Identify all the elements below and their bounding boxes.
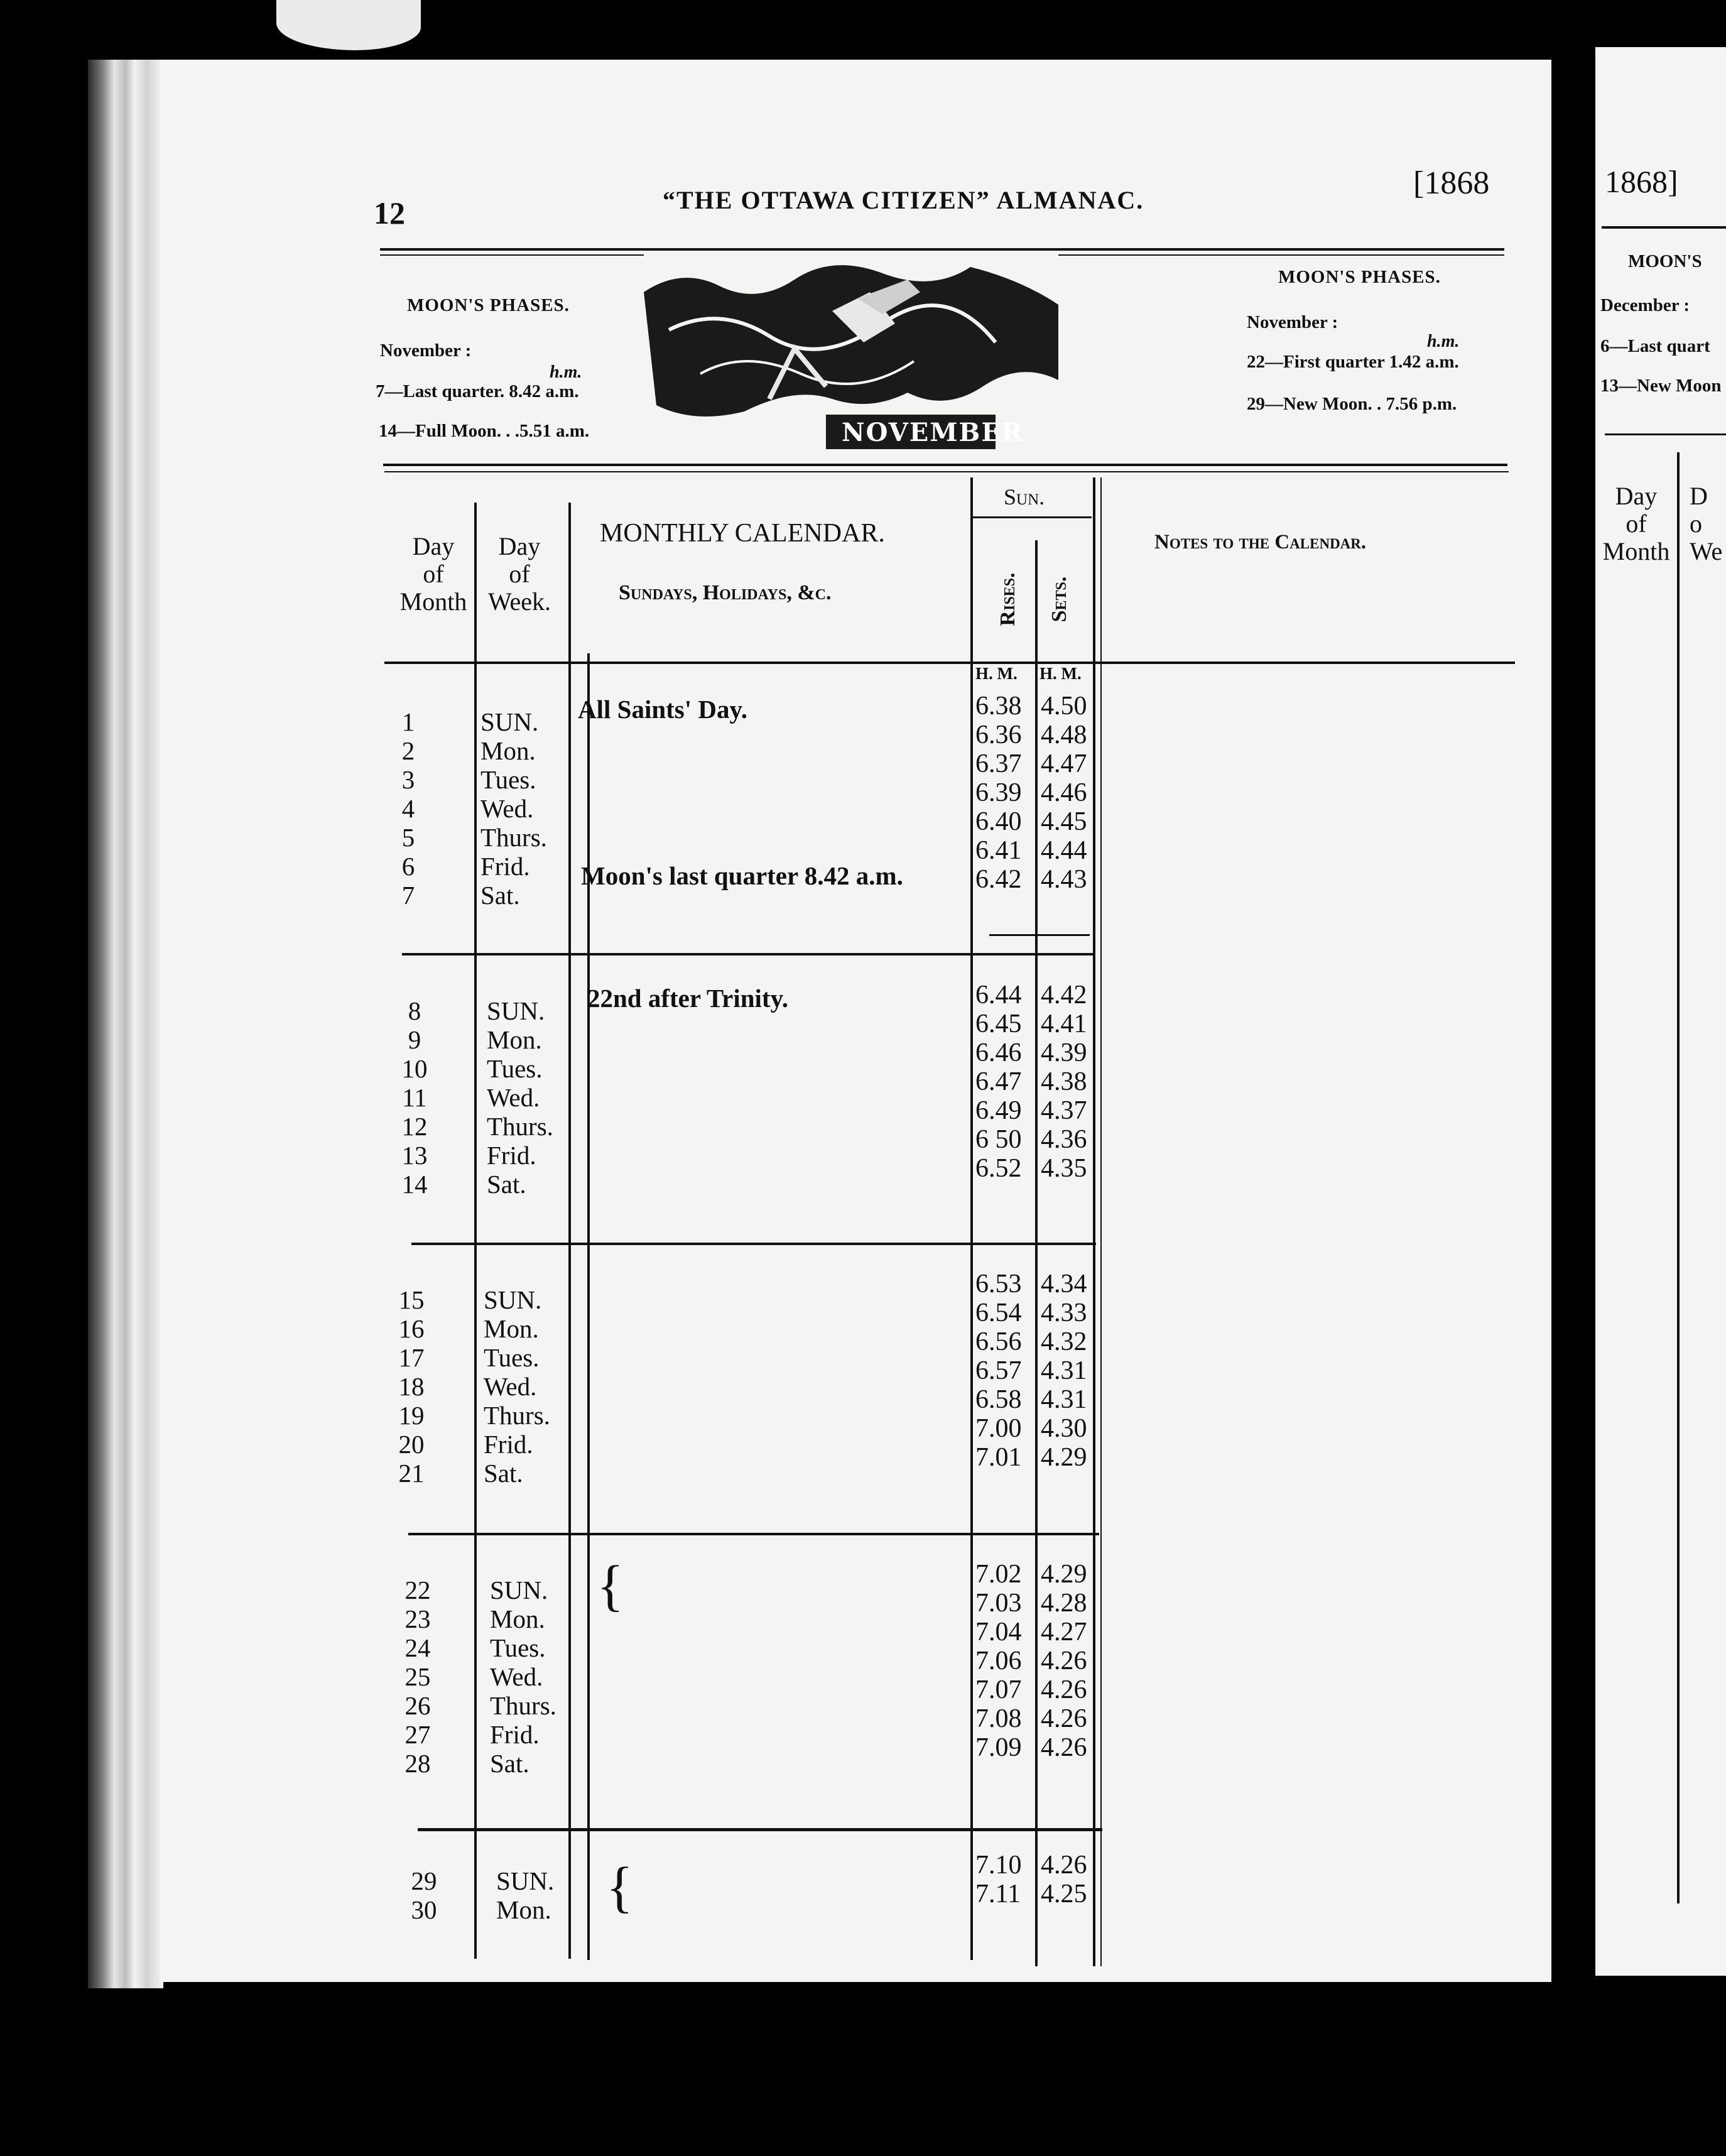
sun-rises: 6.52 xyxy=(975,1154,1022,1183)
sun-sets: 4.35 xyxy=(1041,1154,1087,1183)
sun-sets: 4.34 xyxy=(1041,1270,1087,1298)
day-of-month: 5 xyxy=(401,823,415,852)
sun-rises: 6.47 xyxy=(975,1067,1022,1096)
next-moon-line: 6—Last quart xyxy=(1600,336,1710,356)
sun-rises: 6.45 xyxy=(975,1010,1022,1038)
day-of-week: Wed. xyxy=(490,1662,543,1691)
book-spine-edge xyxy=(88,60,163,1988)
sun-rises: 6.46 xyxy=(975,1038,1022,1067)
sun-sets: 4.29 xyxy=(1041,1443,1087,1472)
moon-phases-heading-left: MOON'S PHASES. xyxy=(407,295,570,315)
day-of-month: 4 xyxy=(401,794,415,823)
sun-rises: 6.44 xyxy=(975,981,1022,1010)
day-of-month: 17 xyxy=(398,1343,425,1372)
sun-rises: 7.02 xyxy=(975,1560,1022,1589)
week-rule xyxy=(402,953,1093,956)
day-of-week: SUN. xyxy=(490,1576,548,1604)
day-of-week: Wed. xyxy=(484,1372,537,1401)
col-divider-thin xyxy=(1100,477,1102,1966)
col-day-of-week: Day of Week. xyxy=(487,532,551,616)
sun-rises: 7.09 xyxy=(975,1733,1022,1762)
hm-label-right: h.m. xyxy=(1427,332,1460,351)
header-rule xyxy=(380,248,1504,251)
day-of-week: Sat. xyxy=(484,1459,523,1488)
sun-rises: 7.01 xyxy=(975,1443,1022,1472)
sun-sets: 4.38 xyxy=(1041,1067,1087,1096)
sun-sets: 4.26 xyxy=(1041,1647,1087,1675)
day-of-week: SUN. xyxy=(480,707,539,736)
sun-rises: 6.40 xyxy=(975,807,1022,836)
sun-rises: 7.10 xyxy=(975,1851,1022,1880)
table-top-rule-thin xyxy=(384,471,1509,472)
hm-rises: H. M. xyxy=(975,664,1018,683)
sun-sets: 4.44 xyxy=(1041,836,1087,865)
day-of-week: Sat. xyxy=(480,881,520,910)
sun-sets: 4.50 xyxy=(1041,692,1087,721)
day-of-week: SUN. xyxy=(487,996,545,1025)
day-of-month: 23 xyxy=(404,1604,431,1633)
hm-sets: H. M. xyxy=(1039,664,1082,683)
sun-rises: 7.06 xyxy=(975,1647,1022,1675)
day-of-month: 28 xyxy=(404,1749,431,1778)
day-of-week: Tues. xyxy=(487,1054,543,1083)
sun-rises: 6.41 xyxy=(975,836,1022,865)
moon-phase-line: 7—Last quarter. 8.42 a.m. xyxy=(376,381,579,401)
sun-sets: 4.36 xyxy=(1041,1125,1087,1154)
week-rule xyxy=(411,1243,1096,1245)
table-header-bottom-rule xyxy=(384,662,1515,664)
sun-rule xyxy=(972,516,1092,518)
day-of-week: SUN. xyxy=(484,1285,542,1314)
day-of-week: Thurs. xyxy=(487,1112,553,1141)
page-smudge xyxy=(276,0,421,50)
sun-sets: 4.47 xyxy=(1041,749,1087,778)
brace: { xyxy=(597,1555,624,1617)
table-top-rule xyxy=(383,464,1507,466)
day-of-month: 21 xyxy=(398,1459,425,1488)
next-moon-line: 13—New Moon xyxy=(1600,376,1722,396)
day-of-month: 18 xyxy=(398,1372,425,1401)
page-year: [1868 xyxy=(1413,165,1490,201)
day-of-month: 27 xyxy=(404,1720,431,1749)
sun-sets: 4.30 xyxy=(1041,1414,1087,1443)
sun-rises: 6.57 xyxy=(975,1356,1022,1385)
sun-sets: 4.32 xyxy=(1041,1327,1087,1356)
day-of-month: 15 xyxy=(398,1285,425,1314)
next-col-divider xyxy=(1677,452,1680,1903)
week-rule-sun xyxy=(989,934,1090,936)
next-page-year: 1868] xyxy=(1605,164,1678,199)
col-divider xyxy=(474,503,477,1959)
day-of-month: 11 xyxy=(402,1083,427,1112)
day-of-month: 24 xyxy=(404,1633,431,1662)
day-of-month: 13 xyxy=(401,1141,428,1170)
next-col-week: D o We xyxy=(1690,482,1723,565)
day-of-month: 26 xyxy=(404,1691,431,1720)
sun-rises: 6.49 xyxy=(975,1096,1022,1125)
sun-rises: 6.53 xyxy=(975,1270,1022,1298)
sun-sets: 4.31 xyxy=(1041,1385,1087,1414)
sun-sets: 4.33 xyxy=(1041,1298,1087,1327)
sun-sets: 4.27 xyxy=(1041,1618,1087,1647)
day-of-week: Frid. xyxy=(484,1430,533,1459)
calendar-subtitle: Sundays, Holidays, &c. xyxy=(619,581,832,604)
day-of-month: 30 xyxy=(411,1895,437,1924)
sun-rises: 7.00 xyxy=(975,1414,1022,1443)
sun-sets: 4.45 xyxy=(1041,807,1087,836)
day-of-month: 2 xyxy=(401,736,415,765)
col-divider xyxy=(568,503,571,1959)
sun-rises: 6.37 xyxy=(975,749,1022,778)
week-rule xyxy=(418,1828,1102,1831)
week-rule xyxy=(408,1533,1099,1535)
day-of-week: Mon. xyxy=(490,1604,545,1633)
sun-sets: 4.37 xyxy=(1041,1096,1087,1125)
day-of-week: Thurs. xyxy=(490,1691,556,1720)
engraving-month-label: NOVEMBER xyxy=(842,418,1024,447)
day-of-week: Frid. xyxy=(487,1141,536,1170)
day-of-week: Mon. xyxy=(480,736,536,765)
day-of-month: 16 xyxy=(398,1314,425,1343)
sets-heading: Sets. xyxy=(1048,576,1071,623)
moon-phase-line: 22—First quarter 1.42 a.m. xyxy=(1247,352,1459,372)
almanac-title: “THE OTTAWA CITIZEN” ALMANAC. xyxy=(663,186,1144,214)
day-of-month: 3 xyxy=(401,765,415,794)
day-of-week: Tues. xyxy=(490,1633,546,1662)
next-header-rule xyxy=(1602,226,1726,229)
notes-heading: Notes to the Calendar. xyxy=(1154,531,1367,553)
day-of-month: 7 xyxy=(401,881,415,910)
sun-sets: 4.39 xyxy=(1041,1038,1087,1067)
day-of-month: 12 xyxy=(401,1112,428,1141)
page-number: 12 xyxy=(374,195,405,231)
day-of-week: Thurs. xyxy=(484,1401,550,1430)
sun-sets: 4.26 xyxy=(1041,1733,1087,1762)
day-of-week: Mon. xyxy=(484,1314,539,1343)
sun-rises: 7.03 xyxy=(975,1589,1022,1618)
sun-sets: 4.26 xyxy=(1041,1851,1087,1880)
day-of-month: 10 xyxy=(401,1054,428,1083)
sun-rises: 6.56 xyxy=(975,1327,1022,1356)
day-of-week: Sat. xyxy=(490,1749,529,1778)
holiday-entry: 22nd after Trinity. xyxy=(587,984,789,1013)
sun-rises: 6.58 xyxy=(975,1385,1022,1414)
next-moon-heading: MOON'S xyxy=(1628,251,1702,271)
calendar-title: MONTHLY CALENDAR. xyxy=(600,519,885,548)
day-of-week: Tues. xyxy=(484,1343,540,1372)
day-of-month: 22 xyxy=(404,1576,431,1604)
sun-rises: 6.36 xyxy=(975,721,1022,749)
day-of-month: 20 xyxy=(398,1430,425,1459)
day-of-month: 6 xyxy=(401,852,415,881)
sun-rises: 6.54 xyxy=(975,1298,1022,1327)
moon-phase-line: 29—New Moon. . 7.56 p.m. xyxy=(1247,394,1457,414)
sun-sets: 4.26 xyxy=(1041,1704,1087,1733)
day-of-week: Wed. xyxy=(487,1083,540,1112)
col-divider xyxy=(970,477,973,1960)
sun-rises: 7.11 xyxy=(975,1880,1021,1908)
holiday-entry: All Saints' Day. xyxy=(578,695,747,724)
sun-rises: 6.39 xyxy=(975,778,1022,807)
day-of-week: Sat. xyxy=(487,1170,526,1199)
day-of-week: SUN. xyxy=(496,1866,555,1895)
day-of-month: 14 xyxy=(401,1170,428,1199)
col-day-of-month: Day of Month xyxy=(399,532,467,616)
sun-sets: 4.28 xyxy=(1041,1589,1087,1618)
next-table-rule xyxy=(1605,433,1726,435)
sun-sets: 4.41 xyxy=(1041,1010,1087,1038)
next-month: December : xyxy=(1600,295,1690,315)
sun-rises: 7.08 xyxy=(975,1704,1022,1733)
sun-sets: 4.46 xyxy=(1041,778,1087,807)
sun-sets: 4.25 xyxy=(1041,1880,1087,1908)
brace: { xyxy=(606,1856,634,1919)
sun-rises: 6 50 xyxy=(975,1125,1022,1154)
moon-month-right: November : xyxy=(1247,312,1338,332)
day-of-week: Mon. xyxy=(496,1895,551,1924)
col-divider xyxy=(1035,540,1038,1966)
sun-rises: 7.04 xyxy=(975,1618,1022,1647)
day-of-week: Frid. xyxy=(480,852,530,881)
day-of-week: Thurs. xyxy=(480,823,547,852)
sun-sets: 4.42 xyxy=(1041,981,1087,1010)
day-of-month: 29 xyxy=(411,1866,437,1895)
moon-month-left: November : xyxy=(380,340,472,361)
day-of-month: 25 xyxy=(404,1662,431,1691)
sun-sets: 4.43 xyxy=(1041,865,1087,894)
moon-phases-heading-right: MOON'S PHASES. xyxy=(1278,267,1441,287)
day-of-month: 8 xyxy=(408,996,421,1025)
sun-sets: 4.48 xyxy=(1041,721,1087,749)
day-of-month: 19 xyxy=(398,1401,425,1430)
col-divider xyxy=(1093,477,1095,1966)
col-divider xyxy=(587,653,590,1960)
sun-sets: 4.26 xyxy=(1041,1675,1087,1704)
sun-rises: 6.42 xyxy=(975,865,1022,894)
sun-rises: 7.07 xyxy=(975,1675,1022,1704)
sun-sets: 4.29 xyxy=(1041,1560,1087,1589)
day-of-week: Wed. xyxy=(480,794,534,823)
day-of-month: 1 xyxy=(401,707,415,736)
next-col-day: Day of Month xyxy=(1602,482,1670,565)
holiday-entry: Moon's last quarter 8.42 a.m. xyxy=(581,861,903,890)
sun-rises: 6.38 xyxy=(975,692,1022,721)
day-of-week: Tues. xyxy=(480,765,536,794)
sun-sets: 4.31 xyxy=(1041,1356,1087,1385)
day-of-week: Frid. xyxy=(490,1720,540,1749)
day-of-week: Mon. xyxy=(487,1025,542,1054)
day-of-month: 9 xyxy=(408,1025,421,1054)
rises-heading: Rises. xyxy=(996,572,1019,626)
hm-label-left: h.m. xyxy=(550,362,582,382)
sun-heading: Sun. xyxy=(1004,484,1045,509)
moon-phase-line: 14—Full Moon. . .5.51 a.m. xyxy=(379,421,590,441)
